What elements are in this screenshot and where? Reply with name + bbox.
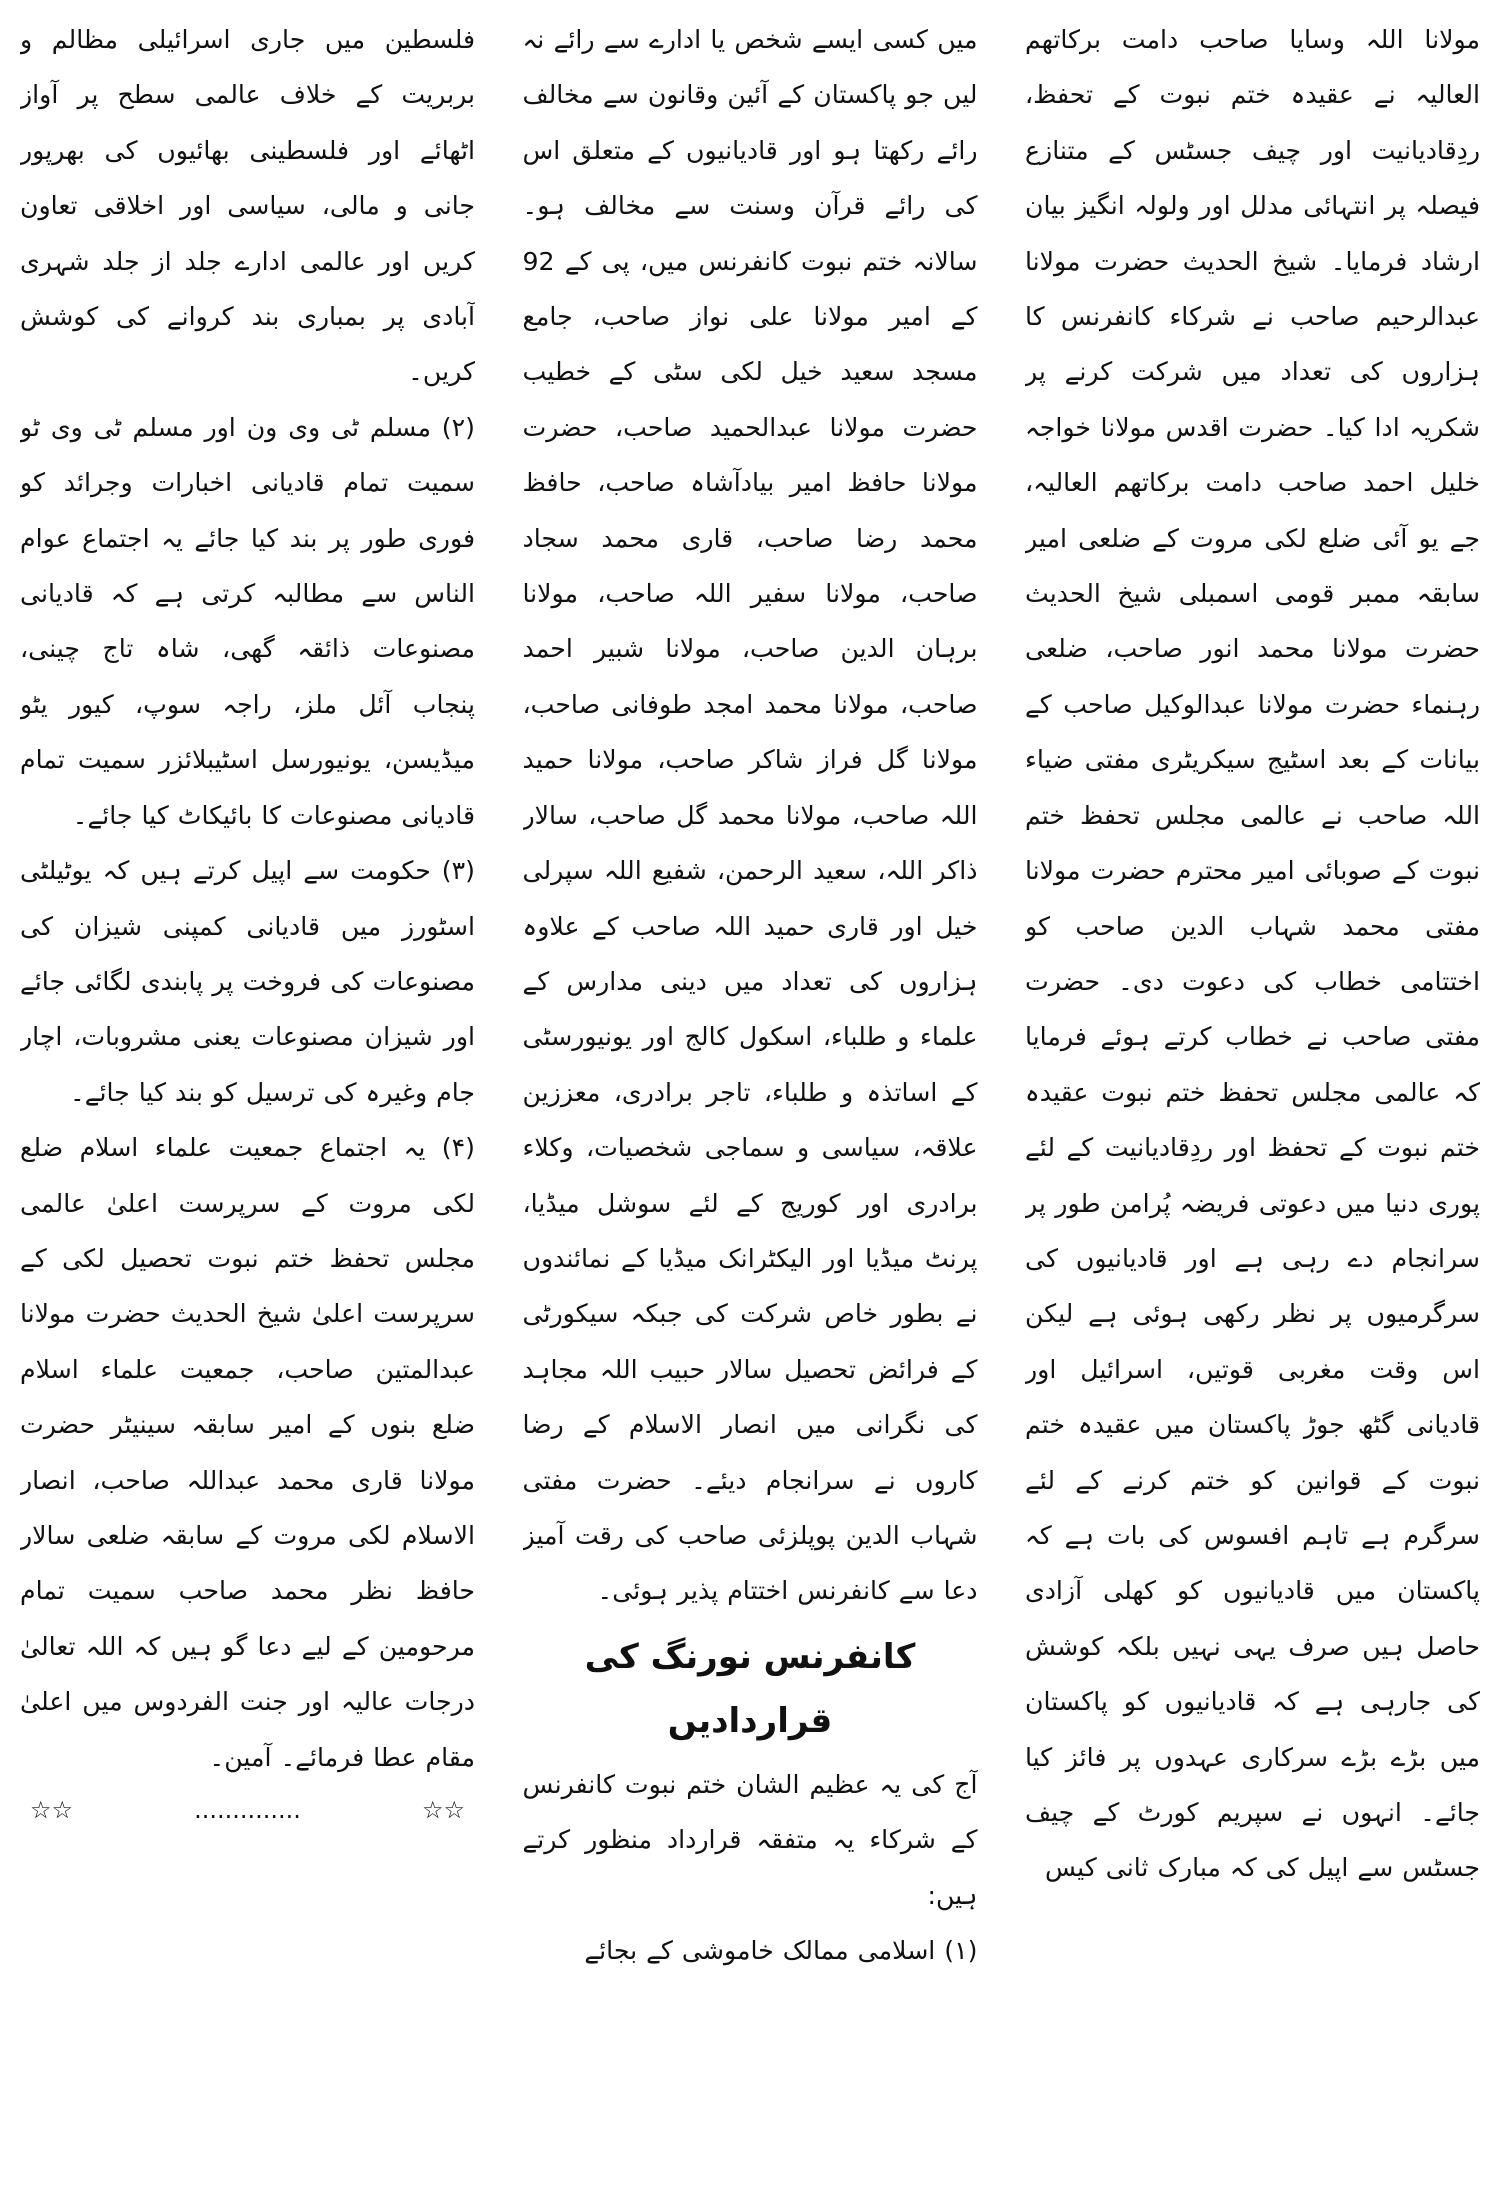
column-left-text-1: فلسطین میں جاری اسرائیلی مظالم و بربریت کے خلاف عالمی سطح پر آواز اٹھائے اور فلسطینی بھائیوں کی بھرپور جانی و مالی، سیاسی اور اخلاقی تعاون کریں اور عالمی ادارے جلد از جلد شہری آبادی پر بمباری بند کروانے کی کوشش کریں۔ <box>20 25 475 387</box>
column-left-text-4: (۴) یہ اجتماع جمعیت علماء اسلام ضلع لکی مروت کے سرپرست اعلیٰ عالمی مجلس تحفظ ختم نبوت تحصیل لکی کے سرپرست اعلیٰ شیخ الحدیث حضرت مولانا عبدالمتین صاحب، جمعیت علماء اسلام ضلع بنوں کے امیر سابقہ سینیٹر حضرت مولانا قاری محمد عبداللہ صاحب، انصار الاسلام لکی مروت کے سابقہ ضلعی سالار حافظ نظر محمد صاحب سمیت تمام مرحومین کے لیے دعا گو ہیں کہ اللہ تعالیٰ درجات عالیہ اور جنت الفردوس میں اعلیٰ مقام عطا فرمائے۔ آمین۔ <box>20 1133 475 1772</box>
column-right-text: مولانا اللہ وسایا صاحب دامت برکاتھم العالیہ نے عقیدہ ختم نبوت کے تحفظ، ردِقادیانیت اور چیف جسٹس کے متنازع فیصلہ پر انتہائی مدلل اور ولولہ انگیز بیان ارشاد فرمایا۔ شیخ الحدیث حضرت مولانا عبدالرحیم صاحب نے شرکاء کانفرنس کا ہزاروں کی تعداد میں شرکت کرنے پر شکریہ ادا کیا۔ حضرت اقدس مولانا خواجہ خلیل احمد صاحب دامت برکاتھم العالیہ، جے یو آئی ضلع لکی مروت کے ضلعی امیر سابقہ ممبر قومی اسمبلی شیخ الحدیث حضرت مولانا محمد انور صاحب، ضلعی رہنماء حضرت مولانا عبدالوکیل صاحب کے بیانات کے بعد اسٹیج سیکریٹری مفتی ضیاء اللہ صاحب نے عالمی مجلس تحفظ ختم نبوت کے صوبائی امیر محترم حضرت مولانا مفتی محمد شہاب الدین صاحب کو اختتامی خطاب کی دعوت دی۔ حضرت مفتی صاحب نے خطاب کرتے ہوئے فرمایا کہ عالمی مجلس تحفظ ختم نبوت عقیدہ ختم نبوت کے تحفظ اور ردِقادیانیت کے لئے پوری دنیا میں دعوتی فریضہ پُرامن طور پر سرانجام دے رہی ہے اور قادیانیوں کی سرگرمیوں پر نظر رکھی ہوئی ہے لیکن اس وقت مغربی قوتیں، اسرائیل اور قادیانی گٹھ جوڑ پاکستان میں عقیدہ ختم نبوت کے قوانین کو ختم کرنے کے لئے سرگرم ہے تاہم افسوس کی بات ہے کہ پاکستان میں قادیانیوں کو کھلی آزادی حاصل ہیں صرف یہی نہیں بلکہ کوشش کی جارہی ہے کہ قادیانیوں کو پاکستان میں بڑے بڑے سرکاری عہدوں پر فائز کیا جائے۔ انہوں نے سپریم کورٹ کے چیف جسٹس سے اپیل کی کہ مبارک ثانی کیس <box>1025 25 1480 1883</box>
column-right <box>1025 12 1480 2182</box>
column-left <box>20 12 475 2182</box>
column-left-text-3: (۳) حکومت سے اپیل کرتے ہیں کہ یوٹیلٹی اسٹورز میں قادیانی کمپنی شیزان کی مصنوعات کی فروخت پر پابندی لگائی جائے اور شیزان مصنوعات یعنی مشروبات، اچار جام وغیرہ کی ترسیل کو بند کیا جائے۔ <box>20 856 475 1107</box>
column-middle-text-3: (۱) اسلامی ممالک خاموشی کے بجائے <box>584 1936 978 1965</box>
end-ornament <box>20 1785 475 1835</box>
stars-right: ☆☆ <box>421 1796 465 1824</box>
text-columns <box>20 12 1480 2182</box>
column-middle <box>523 12 978 2182</box>
column-middle-text-2: آج کی یہ عظیم الشان ختم نبوت کانفرنس کے شرکاء یہ متفقہ قرارداد منظور کرتے ہیں: <box>522 1769 978 1910</box>
dots-divider: .............. <box>194 1796 301 1824</box>
stars-left: ☆☆ <box>30 1796 74 1824</box>
resolutions-heading: کانفرنس نورنگ کی قراردادیں <box>584 1636 916 1741</box>
column-middle-text-1: میں کسی ایسے شخص یا ادارے سے رائے نہ لیں جو پاکستان کے آئین وقانون سے مخالف رائے رکھتا ہو اور قادیانیوں کے متعلق اس کی رائے قرآن وسنت سے مخالف ہو۔ سالانہ ختم نبوت کانفرنس میں، پی کے 92 کے امیر مولانا علی نواز صاحب، جامع مسجد سعید خیل لکی سٹی کے خطیب حضرت مولانا عبدالحمید صاحب، حضرت مولانا حافظ امیر بیادآشاہ صاحب، حافظ محمد رضا صاحب، قاری محمد سجاد صاحب، مولانا سفیر اللہ صاحب، مولانا برہان الدین صاحب، مولانا شبیر احمد صاحب، مولانا محمد امجد طوفانی صاحب، مولانا گل فراز شاکر صاحب، مولانا حمید اللہ صاحب، مولانا محمد گل صاحب، سالار ذاکر اللہ، سعید الرحمن، شفیع اللہ سپرلی خیل اور قاری حمید اللہ صاحب کے علاوہ ہزاروں کی تعداد میں دینی مدارس کے علماء و طلباء، اسکول کالج اور یونیورسٹی کے اساتذہ و طلباء، تاجر برادری، معززین علاقہ، سیاسی و سماجی شخصیات، وکلاء برادری اور کوریج کے لئے سوشل میڈیا، پرنٹ میڈیا اور الیکٹرانک میڈیا کے نمائندوں نے بطور خاص شرکت کی جبکہ سیکورٹی کے فرائض تحصیل سالار حبیب اللہ مجاہد کی نگرانی میں انصار الاسلام کے رضا کاروں نے سرانجام دیئے۔ حضرت مفتی شہاب الدین پوپلزئی صاحب کی رقت آمیز دعا سے کانفرنس اختتام پذیر ہوئی۔ <box>522 25 978 1606</box>
column-left-text-2: (۲) مسلم ٹی وی ون اور مسلم ٹی وی ٹو سمیت تمام قادیانی اخبارات وجرائد کو فوری طور پر بند کیا جائے یہ اجتماع عوام الناس سے مطالبہ کرتی ہے کہ قادیانی مصنوعات ذائقہ گھی، شاہ تاج چینی، پنجاب آئل ملز، راجہ سوپ، کیور یٹو میڈیسن، یونیورسل اسٹیبلائزر سمیت تمام قادیانی مصنوعات کا بائیکاٹ کیا جائے۔ <box>20 412 475 830</box>
